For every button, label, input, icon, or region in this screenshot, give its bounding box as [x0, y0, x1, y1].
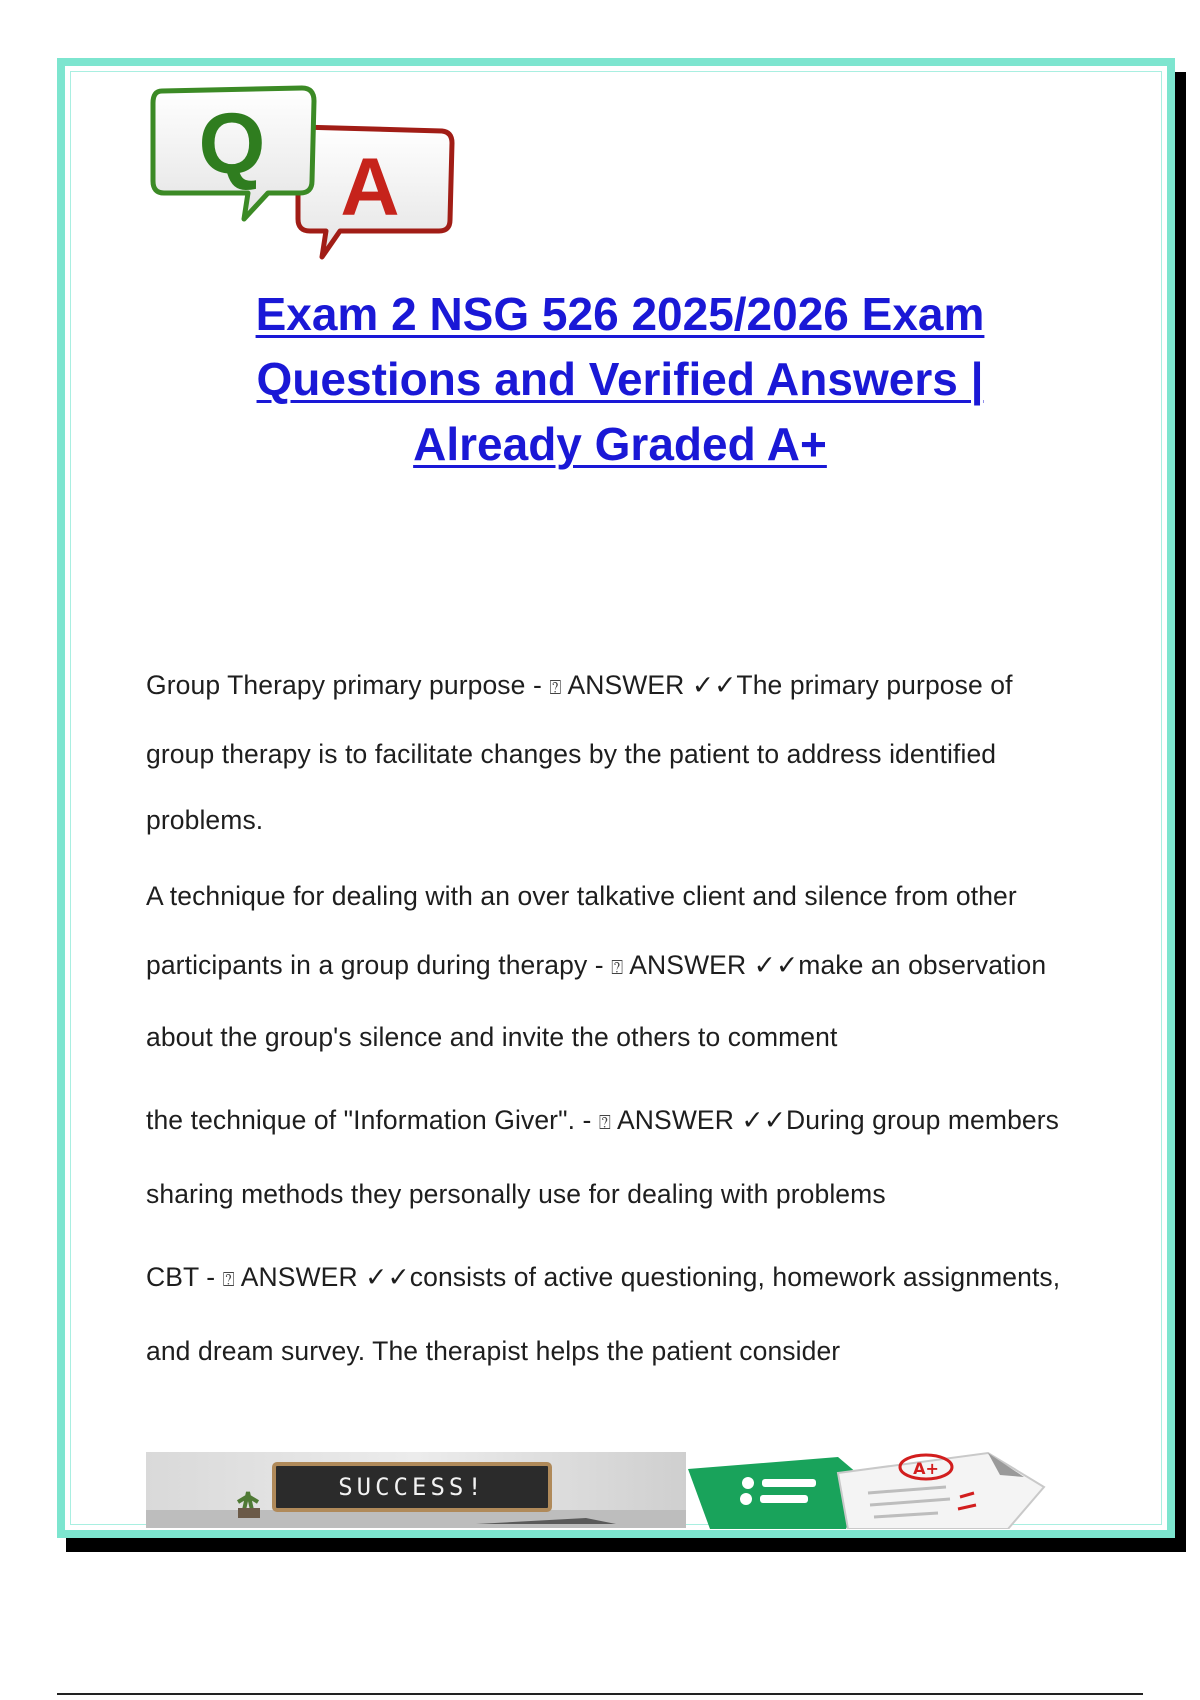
graded-paper-sheet	[838, 1453, 1044, 1529]
qa-item	[146, 1085, 1086, 1230]
question-text: Group Therapy primary purpose -	[146, 670, 550, 700]
success-banner-image	[146, 1452, 686, 1528]
a-letter: A	[340, 142, 400, 233]
qa-item	[146, 1242, 1086, 1387]
answer-label: ANSWER ✓✓	[234, 1262, 410, 1292]
title-line-2: Questions and Verified Answers |	[256, 353, 984, 405]
answer-text: During group members sharing methods they personally use for dealing with problems	[146, 1105, 1060, 1209]
graded-paper-image	[688, 1447, 1060, 1529]
qa-item	[146, 652, 1086, 853]
title-line-1: Exam 2 NSG 526 2025/2026 Exam	[255, 288, 985, 340]
answer-marker-icon: ⍰	[598, 1112, 612, 1134]
question-text: A technique for dealing with an over talkative client and silence from other participants in a group during therapy -	[146, 881, 1017, 980]
answer-text: make an observation about the group's silence and invite the others to comment	[146, 950, 1047, 1052]
answer-label: ANSWER ✓✓	[623, 950, 799, 980]
answer-label: ANSWER ✓✓	[611, 1105, 787, 1135]
answer-marker-icon: ⍰	[222, 1269, 235, 1291]
q-letter: Q	[198, 96, 266, 192]
page-bottom-rule	[57, 1693, 1143, 1695]
document-title[interactable]	[200, 282, 1040, 477]
success-sign-text: SUCCESS!	[338, 1473, 486, 1501]
answer-marker-icon: ⍰	[611, 957, 624, 979]
title-line-3: Already Graded A+	[413, 418, 827, 470]
answer-text: The primary purpose of group therapy is to facilitate changes by the patient to address identified problems.	[146, 670, 1013, 835]
question-text: CBT -	[146, 1262, 223, 1292]
green-document-icon	[688, 1457, 864, 1529]
answer-text: consists of active questioning, homework assignments, and dream survey. The therapist helps the patient consider	[146, 1262, 1061, 1366]
qa-logo	[150, 85, 490, 285]
answer-label: ANSWER ✓✓	[561, 670, 737, 700]
grade-badge-text: A+	[913, 1459, 939, 1478]
question-text: the technique of "Information Giver". -	[146, 1105, 599, 1135]
answer-marker-icon: ⍰	[549, 677, 562, 699]
qa-item	[146, 862, 1086, 1072]
